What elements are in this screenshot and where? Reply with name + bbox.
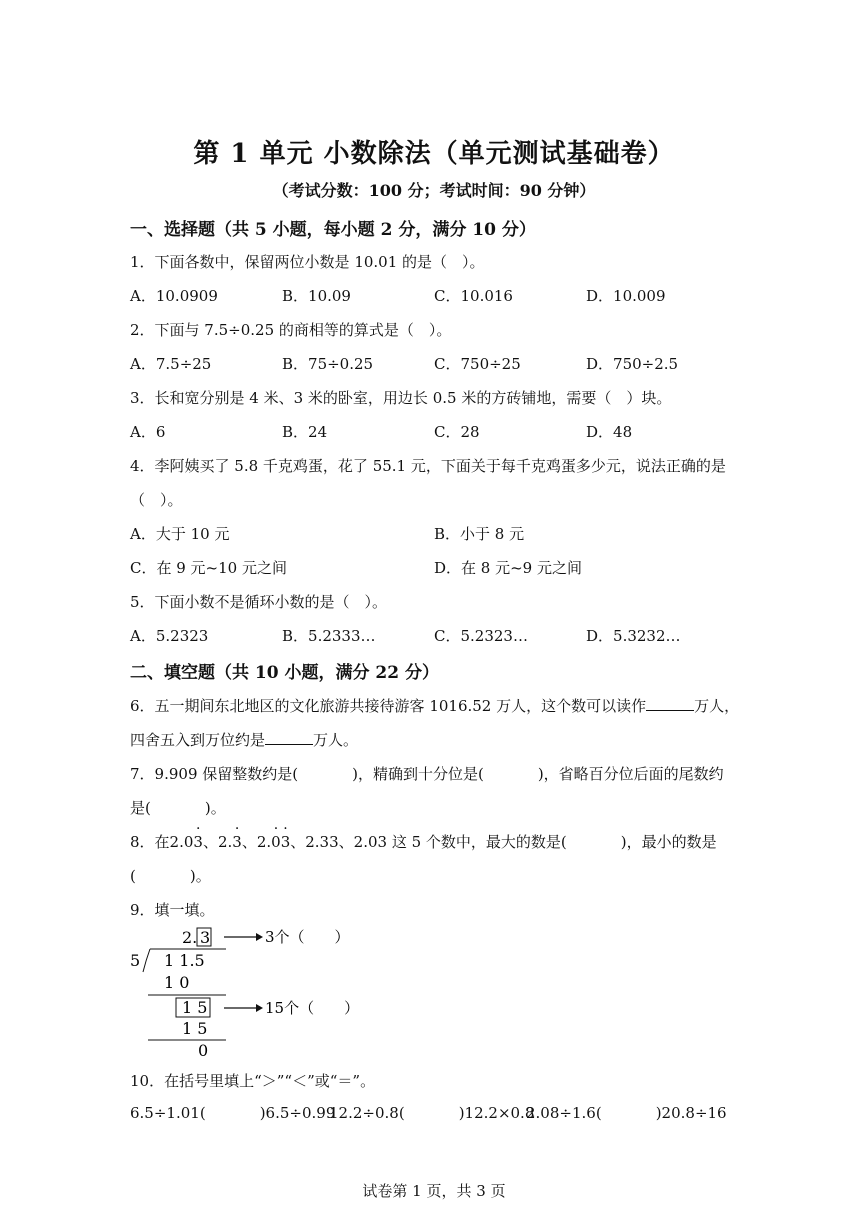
quotient-int: 2. [182,928,198,947]
question-9: 9．填一填。 [130,901,215,919]
answer-blank[interactable] [646,696,694,711]
question-8-rest: 、2.33、2.03 这 5 个数中，最大的数是( [290,833,567,851]
page-title: 第 1 单元 小数除法（单元测试基础卷） [193,139,675,169]
arrow-head-2 [256,1004,263,1012]
question-2: 2．下面与 7.5÷0.25 的商相等的算式是（ ）。 [130,321,452,339]
compare-left: 6.5÷1.01( [130,1104,206,1122]
question-7-text-b: )，精确到十分位是( [352,765,484,783]
option-5c: C．5.2323… [434,627,528,645]
option-1c: C．10.016 [434,287,513,305]
compare-item-1 [130,1104,335,1122]
question-7-text-e: )。 [204,799,226,817]
separator: 、 [241,833,257,851]
section-heading-choice: 一、选择题（共 5 小题，每小题 2 分，满分 10 分） [130,220,536,240]
question-4: 4．李阿姨买了 5.8 千克鸡蛋，花了 55.1 元，下面关于每千克鸡蛋多少元，说法正确的是 [130,457,726,475]
number-3 [257,833,290,851]
option-2c: C．750÷25 [434,355,521,373]
option-3a: A．6 [130,423,166,441]
number-part: 2. [217,833,233,851]
question-6-text-a: 6．五一期间东北地区的文化旅游共接待游客 1016.52 万人，这个数可以读作 [130,697,647,715]
question-8 [130,831,717,852]
dividend: 1 1.5 [164,951,205,970]
question-6-cont [130,729,358,750]
repeating-digit: 3 · [281,833,291,851]
question-6-text-d: 万人。 [313,731,359,749]
compare-item-3 [526,1104,727,1122]
option-2d: D．750÷2.5 [586,355,679,373]
exam-info: （考试分数：100 分；考试时间：90 分钟） [272,181,596,200]
number-1 [170,833,203,851]
step-2: 1 5 [182,1019,208,1038]
option-5b: B．5.2333… [282,627,376,645]
compare-left: 12.2÷0.8( [329,1104,405,1122]
question-5: 5．下面小数不是循环小数的是（ ）。 [130,593,388,611]
option-3b: B．24 [282,423,328,441]
remainder: 1 5 [182,998,208,1017]
option-3c: C．28 [434,423,480,441]
repeating-digit: 3 · [193,833,203,851]
answer-blank[interactable] [265,730,313,745]
question-4-cont: （ ）。 [130,491,183,509]
option-3d: D．48 [586,423,633,441]
question-7-text-d: 是( [130,799,151,817]
page-footer: 试卷第 1 页，共 3 页 [362,1182,506,1200]
option-2b: B．75÷0.25 [282,355,374,373]
option-5d: D．5.3232… [586,627,681,645]
long-division-diagram [126,920,386,1065]
repeating-digit: 0 · [271,833,281,851]
arrow-head-1 [256,933,263,941]
question-8-cont [130,865,211,886]
question-6 [130,695,739,716]
division-bracket [143,949,150,972]
question-6-text-b: 万人， [694,697,740,715]
number-part: 2.0 [169,833,194,851]
compare-right: )12.2×0.8 [458,1104,535,1122]
number-2 [218,833,242,851]
question-7 [130,763,724,784]
final-remainder: 0 [198,1041,209,1060]
question-7-text-c: )，省略百分位后面的尾数约 [537,765,724,783]
question-3: 3．长和宽分别是 4 米、3 米的卧室，用边长 0.5 米的方砖铺地，需要（ ）块。 [130,389,672,407]
compare-right: )20.8÷16 [655,1104,727,1122]
step-1: 1 0 [164,973,190,992]
option-4d: D．在 8 元~9 元之间 [434,559,582,577]
option-5a: A．5.2323 [130,627,209,645]
divisor: 5 [130,951,141,970]
option-1b: B．10.09 [282,287,351,305]
question-10: 10．在括号里填上“＞”“＜”或“＝”。 [130,1072,376,1090]
compare-left: 2.08÷1.6( [526,1104,602,1122]
arrow-label-2: 15个（ ） [265,999,360,1017]
section-heading-fill: 二、填空题（共 10 小题，满分 22 分） [130,663,439,683]
arrow-label-1: 3个（ ） [265,928,350,946]
option-4b: B．小于 8 元 [434,525,525,543]
question-7-text-a: 7．9.909 保留整数约是( [130,765,299,783]
separator: 、 [202,833,218,851]
option-4c: C．在 9 元~10 元之间 [130,559,287,577]
question-8-mid: )，最小的数是 [620,833,717,851]
repeating-digit: 3 · [232,833,242,851]
option-4a: A．大于 10 元 [130,525,230,543]
question-6-text-c: 四舍五入到万位约是 [130,731,266,749]
option-2a: A．7.5÷25 [130,355,212,373]
question-7-cont [130,797,226,818]
option-1a: A．10.0909 [130,287,218,305]
option-1d: D．10.009 [586,287,666,305]
quotient-digit: 3 [200,928,211,947]
question-8-close: )。 [189,867,211,885]
number-part: 2. [256,833,272,851]
question-1: 1．下面各数中，保留两位小数是 10.01 的是（ ）。 [130,253,485,271]
question-8-prefix: 8．在 [130,833,170,851]
compare-item-2 [329,1104,534,1122]
question-8-open: ( [130,867,136,885]
compare-right: )6.5÷0.99 [259,1104,336,1122]
